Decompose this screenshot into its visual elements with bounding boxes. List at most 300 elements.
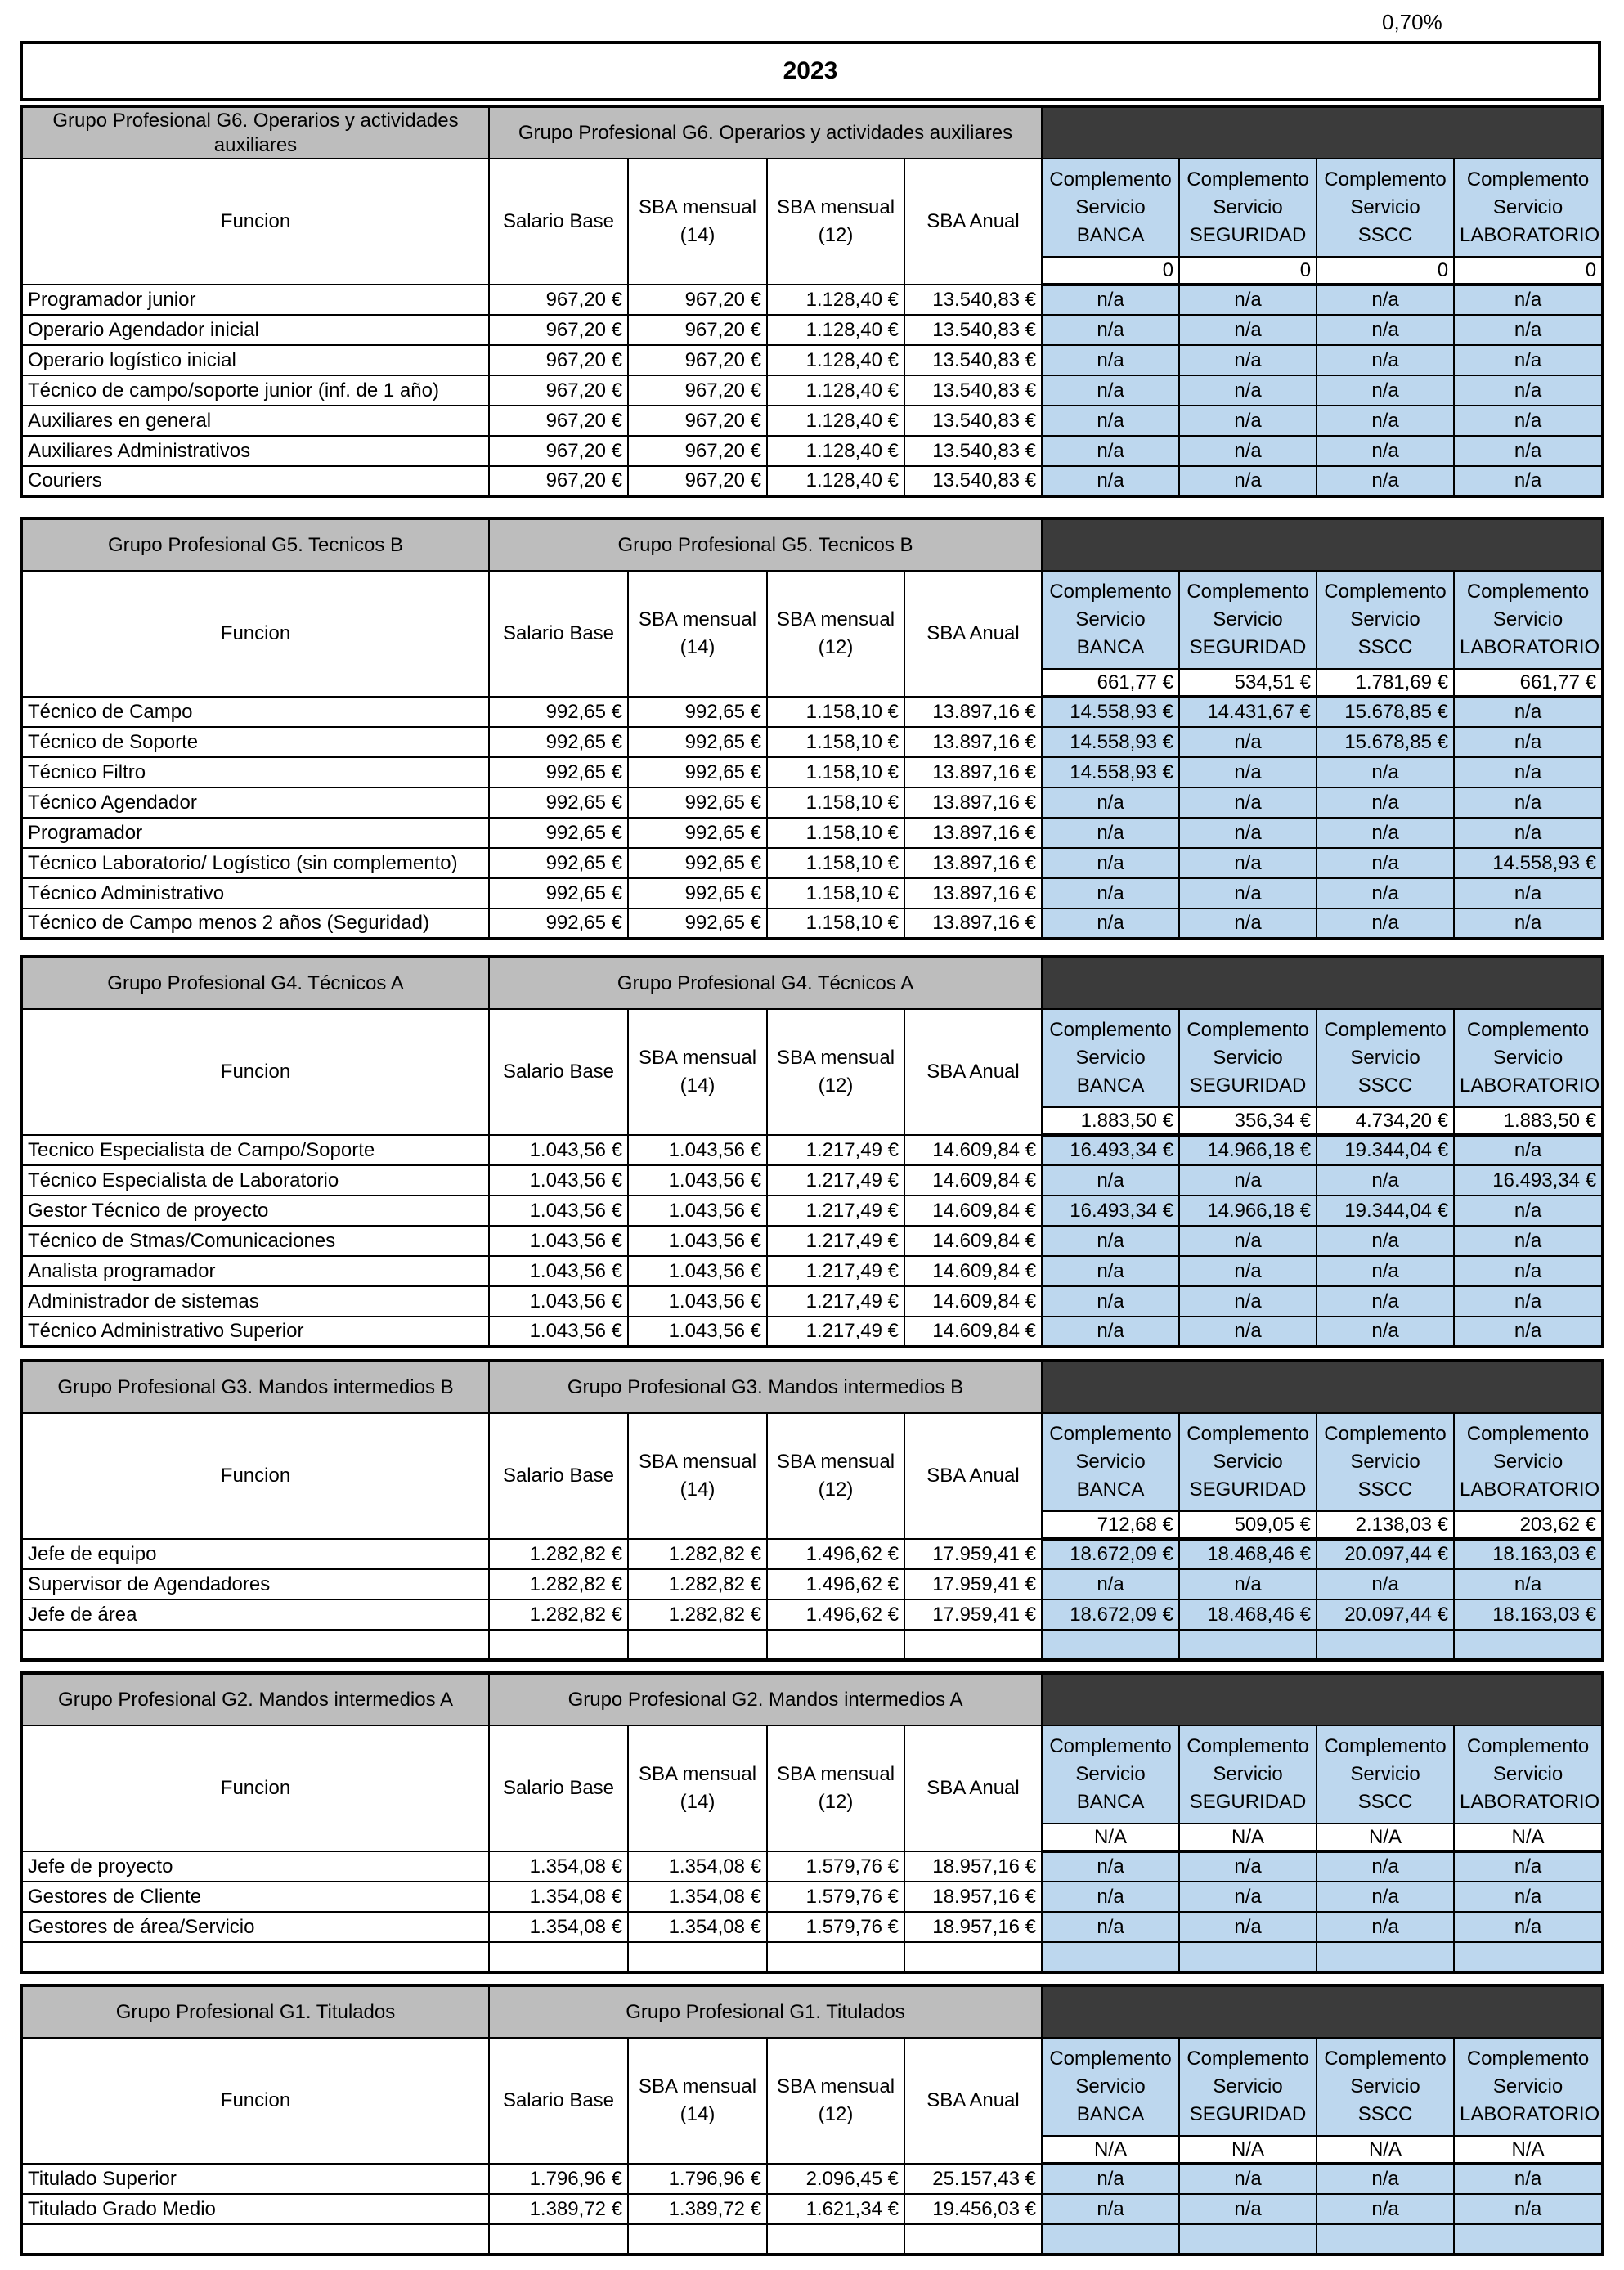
sba-anual-cell: 25.157,43 € <box>904 2164 1042 2194</box>
complement-amount: 203,62 € <box>1454 1511 1603 1539</box>
column-header-sba-anual: SBA Anual <box>904 571 1042 697</box>
sscc-cell: n/a <box>1317 406 1454 436</box>
empty-cell <box>21 1942 489 1972</box>
funcion-cell: Administrador de sistemas <box>21 1286 489 1317</box>
complement-amount: 0 <box>1042 257 1179 285</box>
table-row <box>21 787 1603 818</box>
laboratorio-cell: n/a <box>1454 375 1603 406</box>
sba-mensual-12-cell: 1.496,62 € <box>767 1539 904 1569</box>
column-header-comp-sscc: Complemento Servicio SSCC <box>1317 159 1454 257</box>
complement-amount: 0 <box>1179 257 1317 285</box>
funcion-cell: Técnico Administrativo <box>21 878 489 908</box>
column-header-sba-mensual-12: SBA mensual (12) <box>767 159 904 285</box>
empty-cell <box>628 1942 767 1972</box>
empty-cell <box>1042 2224 1179 2254</box>
table-row <box>21 1882 1603 1912</box>
laboratorio-cell: n/a <box>1454 908 1603 939</box>
column-header-funcion: Funcion <box>21 2038 489 2164</box>
seguridad-cell: 18.468,46 € <box>1179 1539 1317 1569</box>
banca-cell: n/a <box>1042 2194 1179 2224</box>
seguridad-cell: n/a <box>1179 315 1317 345</box>
laboratorio-cell: n/a <box>1454 2194 1603 2224</box>
empty-cell <box>628 1630 767 1660</box>
column-header-comp-laboratorio: Complemento Servicio LABORATORIO <box>1454 159 1603 257</box>
laboratorio-cell: n/a <box>1454 406 1603 436</box>
sba-mensual-12-cell: 1.217,49 € <box>767 1256 904 1286</box>
column-header-comp-laboratorio: Complemento Servicio LABORATORIO <box>1454 1009 1603 1107</box>
sba-mensual-14-cell: 1.796,96 € <box>628 2164 767 2194</box>
seguridad-cell: 18.468,46 € <box>1179 1599 1317 1630</box>
salario-base-cell: 992,65 € <box>489 908 628 939</box>
sscc-cell: n/a <box>1317 1165 1454 1196</box>
table-row <box>21 697 1603 727</box>
banca-cell: n/a <box>1042 908 1179 939</box>
group-section <box>20 955 1601 1348</box>
table-row <box>21 1912 1603 1942</box>
empty-cell <box>628 2224 767 2254</box>
laboratorio-cell: 14.558,93 € <box>1454 848 1603 878</box>
column-header-sba-mensual-14: SBA mensual (14) <box>628 1413 767 1539</box>
table-row <box>21 1196 1603 1226</box>
column-header-funcion: Funcion <box>21 571 489 697</box>
sba-mensual-12-cell: 1.496,62 € <box>767 1569 904 1599</box>
banca-cell: n/a <box>1042 436 1179 466</box>
column-header-salario-base: Salario Base <box>489 1725 628 1851</box>
sba-mensual-14-cell: 1.354,08 € <box>628 1882 767 1912</box>
sba-mensual-14-cell: 1.043,56 € <box>628 1317 767 1347</box>
empty-row <box>21 2224 1603 2254</box>
seguridad-cell: n/a <box>1179 908 1317 939</box>
column-header-sba-mensual-12: SBA mensual (12) <box>767 2038 904 2164</box>
funcion-cell: Auxiliares Administrativos <box>21 436 489 466</box>
sba-anual-cell: 14.609,84 € <box>904 1135 1042 1165</box>
laboratorio-cell: n/a <box>1454 1226 1603 1256</box>
salario-base-cell: 1.282,82 € <box>489 1569 628 1599</box>
empty-cell <box>1317 2224 1454 2254</box>
funcion-cell: Técnico Laboratorio/ Logístico (sin complemento) <box>21 848 489 878</box>
sba-mensual-12-cell: 1.217,49 € <box>767 1165 904 1196</box>
group-title-dark-band <box>1042 106 1603 159</box>
year-title: 2023 <box>20 41 1601 101</box>
banca-cell: n/a <box>1042 1912 1179 1942</box>
salary-table <box>20 1359 1604 1662</box>
sba-mensual-14-cell: 1.043,56 € <box>628 1196 767 1226</box>
salario-base-cell: 992,65 € <box>489 818 628 848</box>
funcion-cell: Couriers <box>21 466 489 496</box>
table-row <box>21 1569 1603 1599</box>
laboratorio-cell: n/a <box>1454 1912 1603 1942</box>
sba-mensual-14-cell: 992,65 € <box>628 757 767 787</box>
funcion-cell: Jefe de equipo <box>21 1539 489 1569</box>
sba-anual-cell: 17.959,41 € <box>904 1599 1042 1630</box>
table-row <box>21 818 1603 848</box>
seguridad-cell: n/a <box>1179 878 1317 908</box>
seguridad-cell: n/a <box>1179 1882 1317 1912</box>
seguridad-cell: n/a <box>1179 757 1317 787</box>
group-title-left: Grupo Profesional G3. Mandos intermedios B <box>21 1361 489 1413</box>
column-header-comp-laboratorio: Complemento Servicio LABORATORIO <box>1454 2038 1603 2136</box>
column-header-sba-anual: SBA Anual <box>904 1413 1042 1539</box>
complement-amount: N/A <box>1454 2136 1603 2164</box>
sba-mensual-14-cell: 1.043,56 € <box>628 1135 767 1165</box>
salario-base-cell: 967,20 € <box>489 436 628 466</box>
column-header-salario-base: Salario Base <box>489 571 628 697</box>
column-header-sba-mensual-14: SBA mensual (14) <box>628 2038 767 2164</box>
sscc-cell: n/a <box>1317 1226 1454 1256</box>
laboratorio-cell: n/a <box>1454 818 1603 848</box>
column-header-sba-anual: SBA Anual <box>904 2038 1042 2164</box>
complement-amount: N/A <box>1042 2136 1179 2164</box>
column-header-sba-mensual-12: SBA mensual (12) <box>767 1725 904 1851</box>
sscc-cell: 19.344,04 € <box>1317 1135 1454 1165</box>
laboratorio-cell: n/a <box>1454 1882 1603 1912</box>
empty-cell <box>767 1630 904 1660</box>
group-title-left: Grupo Profesional G4. Técnicos A <box>21 957 489 1009</box>
laboratorio-cell: n/a <box>1454 1286 1603 1317</box>
complement-amount: N/A <box>1454 1824 1603 1851</box>
sscc-cell: n/a <box>1317 1882 1454 1912</box>
sba-mensual-12-cell: 1.579,76 € <box>767 1882 904 1912</box>
sba-anual-cell: 13.540,83 € <box>904 436 1042 466</box>
sba-mensual-12-cell: 1.128,40 € <box>767 315 904 345</box>
sba-mensual-12-cell: 1.158,10 € <box>767 787 904 818</box>
banca-cell: n/a <box>1042 848 1179 878</box>
group-title-dark-band <box>1042 1361 1603 1413</box>
banca-cell: n/a <box>1042 1317 1179 1347</box>
empty-cell <box>21 2224 489 2254</box>
laboratorio-cell: n/a <box>1454 285 1603 315</box>
seguridad-cell: n/a <box>1179 1226 1317 1256</box>
seguridad-cell: n/a <box>1179 2164 1317 2194</box>
funcion-cell: Técnico de Campo <box>21 697 489 727</box>
banca-cell: n/a <box>1042 315 1179 345</box>
banca-cell: 14.558,93 € <box>1042 757 1179 787</box>
funcion-cell: Titulado Grado Medio <box>21 2194 489 2224</box>
sscc-cell: n/a <box>1317 2164 1454 2194</box>
empty-cell <box>767 1942 904 1972</box>
sscc-cell: n/a <box>1317 818 1454 848</box>
seguridad-cell: 14.966,18 € <box>1179 1135 1317 1165</box>
table-row <box>21 1256 1603 1286</box>
sba-mensual-14-cell: 1.043,56 € <box>628 1165 767 1196</box>
sscc-cell: 19.344,04 € <box>1317 1196 1454 1226</box>
table-row <box>21 1317 1603 1347</box>
group-title-dark-band <box>1042 1985 1603 2038</box>
salary-table <box>20 1671 1604 1974</box>
group-title-right: Grupo Profesional G4. Técnicos A <box>489 957 1042 1009</box>
column-header-comp-sscc: Complemento Servicio SSCC <box>1317 1725 1454 1824</box>
banca-cell: 18.672,09 € <box>1042 1539 1179 1569</box>
sba-anual-cell: 13.540,83 € <box>904 285 1042 315</box>
column-header-comp-banca: Complemento Servicio BANCA <box>1042 571 1179 669</box>
column-header-sba-mensual-12: SBA mensual (12) <box>767 1009 904 1135</box>
table-row <box>21 1539 1603 1569</box>
table-row <box>21 1599 1603 1630</box>
column-header-sba-mensual-12: SBA mensual (12) <box>767 1413 904 1539</box>
column-header-comp-seguridad: Complemento Servicio SEGURIDAD <box>1179 1009 1317 1107</box>
laboratorio-cell: 16.493,34 € <box>1454 1165 1603 1196</box>
sba-anual-cell: 13.540,83 € <box>904 315 1042 345</box>
empty-cell <box>1042 1630 1179 1660</box>
funcion-cell: Programador junior <box>21 285 489 315</box>
table-row <box>21 878 1603 908</box>
banca-cell: n/a <box>1042 1569 1179 1599</box>
seguridad-cell: n/a <box>1179 1256 1317 1286</box>
complement-amount: 0 <box>1317 257 1454 285</box>
funcion-cell: Auxiliares en general <box>21 406 489 436</box>
column-header-comp-laboratorio: Complemento Servicio LABORATORIO <box>1454 1725 1603 1824</box>
column-header-comp-seguridad: Complemento Servicio SEGURIDAD <box>1179 571 1317 669</box>
complement-amount: 661,77 € <box>1454 669 1603 697</box>
seguridad-cell: n/a <box>1179 406 1317 436</box>
column-header-comp-sscc: Complemento Servicio SSCC <box>1317 571 1454 669</box>
funcion-cell: Técnico de Campo menos 2 años (Seguridad) <box>21 908 489 939</box>
seguridad-cell: n/a <box>1179 1851 1317 1882</box>
column-header-sba-mensual-14: SBA mensual (14) <box>628 1725 767 1851</box>
salario-base-cell: 992,65 € <box>489 878 628 908</box>
group-section <box>20 1359 1601 1662</box>
banca-cell: n/a <box>1042 406 1179 436</box>
column-header-sba-anual: SBA Anual <box>904 1725 1042 1851</box>
column-header-sba-mensual-14: SBA mensual (14) <box>628 1009 767 1135</box>
sscc-cell: n/a <box>1317 1256 1454 1286</box>
seguridad-cell: n/a <box>1179 436 1317 466</box>
column-header-comp-laboratorio: Complemento Servicio LABORATORIO <box>1454 1413 1603 1511</box>
laboratorio-cell: 18.163,03 € <box>1454 1539 1603 1569</box>
group-section <box>20 1671 1601 1974</box>
empty-cell <box>904 2224 1042 2254</box>
sscc-cell: 20.097,44 € <box>1317 1599 1454 1630</box>
group-title-left: Grupo Profesional G5. Tecnicos B <box>21 518 489 571</box>
table-row <box>21 1165 1603 1196</box>
seguridad-cell: n/a <box>1179 345 1317 375</box>
funcion-cell: Gestor Técnico de proyecto <box>21 1196 489 1226</box>
group-title-left: Grupo Profesional G6. Operarios y actividades auxiliares <box>21 106 489 159</box>
funcion-cell: Técnico Administrativo Superior <box>21 1317 489 1347</box>
sba-mensual-14-cell: 967,20 € <box>628 375 767 406</box>
salario-base-cell: 1.354,08 € <box>489 1851 628 1882</box>
sba-anual-cell: 18.957,16 € <box>904 1882 1042 1912</box>
complement-amount: N/A <box>1317 2136 1454 2164</box>
banca-cell: n/a <box>1042 2164 1179 2194</box>
sba-mensual-14-cell: 1.389,72 € <box>628 2194 767 2224</box>
table-row <box>21 406 1603 436</box>
complement-amount: 2.138,03 € <box>1317 1511 1454 1539</box>
funcion-cell: Operario logístico inicial <box>21 345 489 375</box>
empty-row <box>21 1630 1603 1660</box>
seguridad-cell: n/a <box>1179 1165 1317 1196</box>
sba-mensual-14-cell: 967,20 € <box>628 406 767 436</box>
laboratorio-cell: n/a <box>1454 1569 1603 1599</box>
complement-amount: 534,51 € <box>1179 669 1317 697</box>
sba-anual-cell: 13.897,16 € <box>904 818 1042 848</box>
column-header-sba-anual: SBA Anual <box>904 1009 1042 1135</box>
salario-base-cell: 1.354,08 € <box>489 1912 628 1942</box>
complement-amount: N/A <box>1042 1824 1179 1851</box>
sba-anual-cell: 13.897,16 € <box>904 727 1042 757</box>
salario-base-cell: 967,20 € <box>489 285 628 315</box>
group-title-right: Grupo Profesional G5. Tecnicos B <box>489 518 1042 571</box>
table-row <box>21 2164 1603 2194</box>
sba-mensual-12-cell: 1.128,40 € <box>767 436 904 466</box>
laboratorio-cell: 18.163,03 € <box>1454 1599 1603 1630</box>
sba-mensual-12-cell: 1.217,49 € <box>767 1196 904 1226</box>
banca-cell: n/a <box>1042 466 1179 496</box>
complement-amount: 0 <box>1454 257 1603 285</box>
empty-cell <box>1317 1630 1454 1660</box>
sba-mensual-12-cell: 1.158,10 € <box>767 878 904 908</box>
funcion-cell: Tecnico Especialista de Campo/Soporte <box>21 1135 489 1165</box>
funcion-cell: Técnico de campo/soporte junior (inf. de 1 año) <box>21 375 489 406</box>
column-header-comp-laboratorio: Complemento Servicio LABORATORIO <box>1454 571 1603 669</box>
sba-mensual-14-cell: 1.354,08 € <box>628 1912 767 1942</box>
banca-cell: n/a <box>1042 1256 1179 1286</box>
empty-cell <box>21 1630 489 1660</box>
table-row <box>21 345 1603 375</box>
group-title-left: Grupo Profesional G1. Titulados <box>21 1985 489 2038</box>
empty-cell <box>1179 1942 1317 1972</box>
salario-base-cell: 1.043,56 € <box>489 1226 628 1256</box>
salario-base-cell: 967,20 € <box>489 315 628 345</box>
sscc-cell: n/a <box>1317 1317 1454 1347</box>
salario-base-cell: 1.282,82 € <box>489 1599 628 1630</box>
sscc-cell: n/a <box>1317 375 1454 406</box>
column-header-comp-banca: Complemento Servicio BANCA <box>1042 1413 1179 1511</box>
sba-anual-cell: 13.897,16 € <box>904 908 1042 939</box>
group-section <box>20 105 1601 498</box>
complement-amount: 356,34 € <box>1179 1107 1317 1135</box>
salario-base-cell: 1.043,56 € <box>489 1286 628 1317</box>
sscc-cell: n/a <box>1317 1286 1454 1317</box>
sba-mensual-12-cell: 1.128,40 € <box>767 345 904 375</box>
laboratorio-cell: n/a <box>1454 1135 1603 1165</box>
sba-mensual-14-cell: 1.043,56 € <box>628 1286 767 1317</box>
sba-mensual-14-cell: 992,65 € <box>628 727 767 757</box>
sscc-cell: n/a <box>1317 345 1454 375</box>
complement-amount: 1.883,50 € <box>1042 1107 1179 1135</box>
sba-anual-cell: 18.957,16 € <box>904 1851 1042 1882</box>
complement-amount: N/A <box>1179 2136 1317 2164</box>
funcion-cell: Operario Agendador inicial <box>21 315 489 345</box>
salario-base-cell: 967,20 € <box>489 466 628 496</box>
sba-mensual-12-cell: 1.128,40 € <box>767 406 904 436</box>
column-header-sba-mensual-14: SBA mensual (14) <box>628 159 767 285</box>
empty-cell <box>1042 1942 1179 1972</box>
banca-cell: n/a <box>1042 787 1179 818</box>
salary-table <box>20 517 1604 940</box>
funcion-cell: Jefe de área <box>21 1599 489 1630</box>
table-row <box>21 1851 1603 1882</box>
sba-mensual-14-cell: 1.282,82 € <box>628 1569 767 1599</box>
sscc-cell: n/a <box>1317 1569 1454 1599</box>
column-header-comp-sscc: Complemento Servicio SSCC <box>1317 1413 1454 1511</box>
funcion-cell: Titulado Superior <box>21 2164 489 2194</box>
laboratorio-cell: n/a <box>1454 1317 1603 1347</box>
funcion-cell: Técnico Agendador <box>21 787 489 818</box>
empty-cell <box>1454 1630 1603 1660</box>
banca-cell: 14.558,93 € <box>1042 727 1179 757</box>
funcion-cell: Gestores de Cliente <box>21 1882 489 1912</box>
salario-base-cell: 967,20 € <box>489 375 628 406</box>
complement-amount: 1.883,50 € <box>1454 1107 1603 1135</box>
sba-anual-cell: 13.540,83 € <box>904 466 1042 496</box>
laboratorio-cell: n/a <box>1454 787 1603 818</box>
salario-base-cell: 992,65 € <box>489 757 628 787</box>
banca-cell: n/a <box>1042 878 1179 908</box>
salario-base-cell: 1.043,56 € <box>489 1165 628 1196</box>
sba-mensual-14-cell: 992,65 € <box>628 787 767 818</box>
empty-cell <box>1454 1942 1603 1972</box>
banca-cell: 14.558,93 € <box>1042 697 1179 727</box>
table-row <box>21 2194 1603 2224</box>
salary-table <box>20 955 1604 1348</box>
empty-cell <box>1179 2224 1317 2254</box>
table-row <box>21 315 1603 345</box>
laboratorio-cell: n/a <box>1454 1196 1603 1226</box>
group-title-dark-band <box>1042 957 1603 1009</box>
banca-cell: n/a <box>1042 1165 1179 1196</box>
laboratorio-cell: n/a <box>1454 315 1603 345</box>
column-header-salario-base: Salario Base <box>489 1413 628 1539</box>
sscc-cell: n/a <box>1317 878 1454 908</box>
column-header-sba-mensual-14: SBA mensual (14) <box>628 571 767 697</box>
seguridad-cell: n/a <box>1179 1286 1317 1317</box>
column-header-funcion: Funcion <box>21 1725 489 1851</box>
sba-mensual-14-cell: 1.043,56 € <box>628 1226 767 1256</box>
seguridad-cell: 14.966,18 € <box>1179 1196 1317 1226</box>
sba-anual-cell: 14.609,84 € <box>904 1165 1042 1196</box>
salario-base-cell: 1.043,56 € <box>489 1135 628 1165</box>
sba-anual-cell: 13.540,83 € <box>904 406 1042 436</box>
laboratorio-cell: n/a <box>1454 1851 1603 1882</box>
salary-table <box>20 1984 1604 2256</box>
sba-mensual-12-cell: 1.158,10 € <box>767 757 904 787</box>
sba-mensual-12-cell: 1.128,40 € <box>767 285 904 315</box>
sba-mensual-14-cell: 1.282,82 € <box>628 1539 767 1569</box>
column-header-comp-banca: Complemento Servicio BANCA <box>1042 2038 1179 2136</box>
sba-anual-cell: 18.957,16 € <box>904 1912 1042 1942</box>
table-row <box>21 757 1603 787</box>
group-section <box>20 517 1601 940</box>
salario-base-cell: 1.043,56 € <box>489 1256 628 1286</box>
percentage-label: 0,70% <box>1382 10 1442 34</box>
salario-base-cell: 967,20 € <box>489 345 628 375</box>
laboratorio-cell: n/a <box>1454 727 1603 757</box>
sba-mensual-12-cell: 1.579,76 € <box>767 1912 904 1942</box>
sscc-cell: n/a <box>1317 1912 1454 1942</box>
empty-cell <box>904 1630 1042 1660</box>
salario-base-cell: 992,65 € <box>489 787 628 818</box>
column-header-comp-banca: Complemento Servicio BANCA <box>1042 1009 1179 1107</box>
group-title-right: Grupo Profesional G1. Titulados <box>489 1985 1042 2038</box>
sba-mensual-14-cell: 992,65 € <box>628 878 767 908</box>
table-row <box>21 908 1603 939</box>
sba-mensual-12-cell: 1.128,40 € <box>767 375 904 406</box>
column-header-salario-base: Salario Base <box>489 159 628 285</box>
empty-cell <box>1317 1942 1454 1972</box>
sba-mensual-12-cell: 1.217,49 € <box>767 1317 904 1347</box>
banca-cell: n/a <box>1042 1286 1179 1317</box>
sba-anual-cell: 13.540,83 € <box>904 375 1042 406</box>
column-header-funcion: Funcion <box>21 1009 489 1135</box>
salario-base-cell: 1.282,82 € <box>489 1539 628 1569</box>
sscc-cell: n/a <box>1317 908 1454 939</box>
laboratorio-cell: n/a <box>1454 757 1603 787</box>
sba-mensual-12-cell: 1.158,10 € <box>767 727 904 757</box>
sscc-cell: n/a <box>1317 2194 1454 2224</box>
laboratorio-cell: n/a <box>1454 345 1603 375</box>
sba-anual-cell: 13.540,83 € <box>904 345 1042 375</box>
